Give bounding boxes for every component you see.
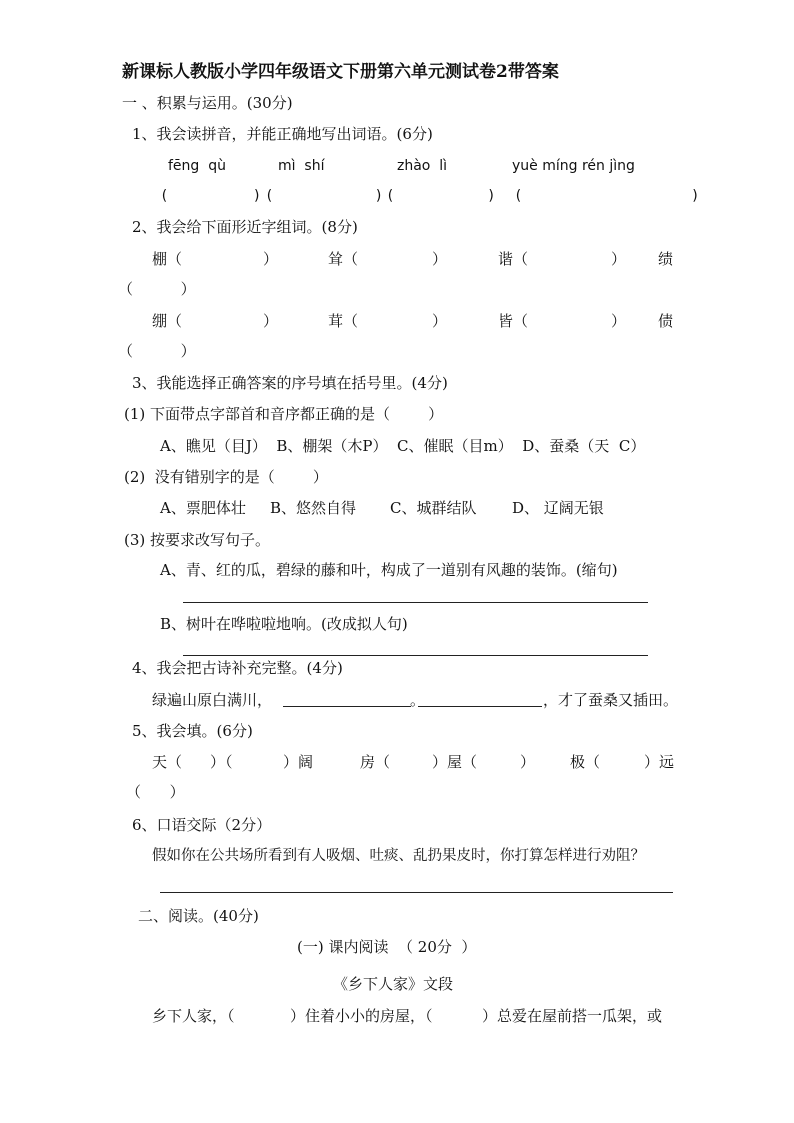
- q2-r1-c1-close: ）: [263, 250, 279, 268]
- q2-text: 2、我会给下面形近字组词。(8分): [132, 218, 358, 236]
- q2-r2-c2: 茸（: [328, 312, 359, 330]
- q3-sub2: (2) 没有错别字的是（ ）: [124, 468, 328, 486]
- q5-tail[interactable]: （ ）: [126, 783, 185, 801]
- q2-r2-c1-close: ）: [263, 312, 279, 330]
- q2-r1-c3: 谐（: [498, 250, 529, 268]
- section-2-subheading: (一) 课内阅读 （ 20分 ）: [297, 938, 477, 956]
- q2-r2-c2-close: ）: [432, 312, 448, 330]
- q5-item-8: ）远: [644, 753, 675, 771]
- passage-line-1b: ）住着小小的房屋，（: [290, 1007, 433, 1025]
- q3-sub1: (1) 下面带点字部首和音序都正确的是（ ）: [124, 405, 444, 423]
- answer-line-3a[interactable]: [183, 602, 648, 603]
- q5-item-6: ）: [520, 753, 536, 771]
- q3-sub1-options: A、瞧见（目J） B、棚架（木P） C、催眠（目m） D、蚕桑（天 C）: [160, 437, 646, 455]
- q3-sub3: (3) 按要求改写句子。: [124, 531, 271, 549]
- q2-r2-c1: 绷（: [152, 312, 183, 330]
- q5-text: 5、我会填。(6分): [132, 722, 253, 740]
- pinyin-3: zhào lì: [397, 158, 448, 174]
- page-title: 新课标人教版小学四年级语文下册第六单元测试卷2带答案: [122, 62, 559, 82]
- q3-text: 3、我能选择正确答案的序号填在括号里。(4分): [132, 374, 448, 392]
- q3-sub2-opt-b: B、悠然自得: [270, 499, 357, 517]
- q2-r1-c2-close: ）: [432, 250, 448, 268]
- q5-item-1: 天（: [152, 753, 183, 771]
- q3-sub2-opt-c: C、城群结队: [390, 499, 477, 517]
- q3-sub2-opt-d: D、 辽阔无银: [512, 499, 604, 517]
- answer-line-6[interactable]: [160, 892, 673, 893]
- answer-box-3[interactable]: ( ): [386, 188, 496, 204]
- q2-r2-c4: 债: [658, 312, 674, 330]
- passage-line-1a: 乡下人家，（: [152, 1007, 235, 1025]
- q5-item-5: ）屋（: [432, 753, 478, 771]
- answer-box-2[interactable]: ( ): [265, 188, 384, 204]
- pinyin-4: yuè míng rén jìng: [512, 158, 635, 174]
- answer-box-1[interactable]: ( ): [160, 188, 262, 204]
- q4-poem-end: ，才了蚕桑又插田。: [543, 691, 679, 709]
- passage-title: 《乡下人家》文段: [333, 975, 454, 993]
- poem-blank-2[interactable]: [418, 706, 542, 707]
- q5-item-7: 极（: [570, 753, 601, 771]
- section-2-heading: 二、阅读。(40分): [138, 907, 259, 925]
- q2-r1-c1: 棚（: [152, 250, 183, 268]
- q3-sub3-a: A、青、红的瓜，碧绿的藤和叶，构成了一道别有风趣的装饰。(缩句): [160, 561, 618, 579]
- q2-r1-c4: 绩: [658, 250, 674, 268]
- q3-sub3-b: B、树叶在哗啦啦地响。(改成拟人句): [160, 615, 408, 633]
- poem-blank-1[interactable]: [283, 706, 411, 707]
- q5-item-4: 房（: [360, 753, 391, 771]
- q4-text: 4、我会把古诗补充完整。(4分): [132, 659, 343, 677]
- q2-r1-tail[interactable]: （ ）: [118, 280, 196, 298]
- q2-r2-c3-close: ）: [611, 312, 627, 330]
- q5-item-3: ）阔: [283, 753, 314, 771]
- q6-text: 6、口语交际（2分）: [132, 816, 272, 834]
- q2-r1-c2: 耸（: [328, 250, 359, 268]
- q2-r2-c3: 皆（: [498, 312, 529, 330]
- pinyin-1: fēng qù: [168, 158, 226, 174]
- q1-text: 1、我会读拼音，并能正确地写出词语。(6分): [132, 125, 433, 143]
- answer-line-3b[interactable]: [183, 655, 648, 656]
- q3-sub2-opt-a: A、票肥体壮: [160, 499, 246, 517]
- q4-poem-start: 绿遍山原白满川，: [152, 691, 273, 709]
- q2-r2-tail[interactable]: （ ）: [118, 342, 196, 360]
- passage-line-1c: ）总爱在屋前搭一瓜架，或: [482, 1007, 663, 1025]
- q5-item-2: ）（: [210, 753, 233, 771]
- answer-box-4[interactable]: ( ): [514, 188, 700, 204]
- q6-prompt: 假如你在公共场所看到有人吸烟、吐痰、乱扔果皮时，你打算怎样进行劝阻？: [152, 848, 645, 864]
- section-1-heading: 一 、积累与运用。(30分): [122, 94, 293, 112]
- pinyin-2: mì shí: [278, 158, 325, 174]
- q2-r1-c3-close: ）: [611, 250, 627, 268]
- q4-poem-mid: 。: [410, 691, 426, 709]
